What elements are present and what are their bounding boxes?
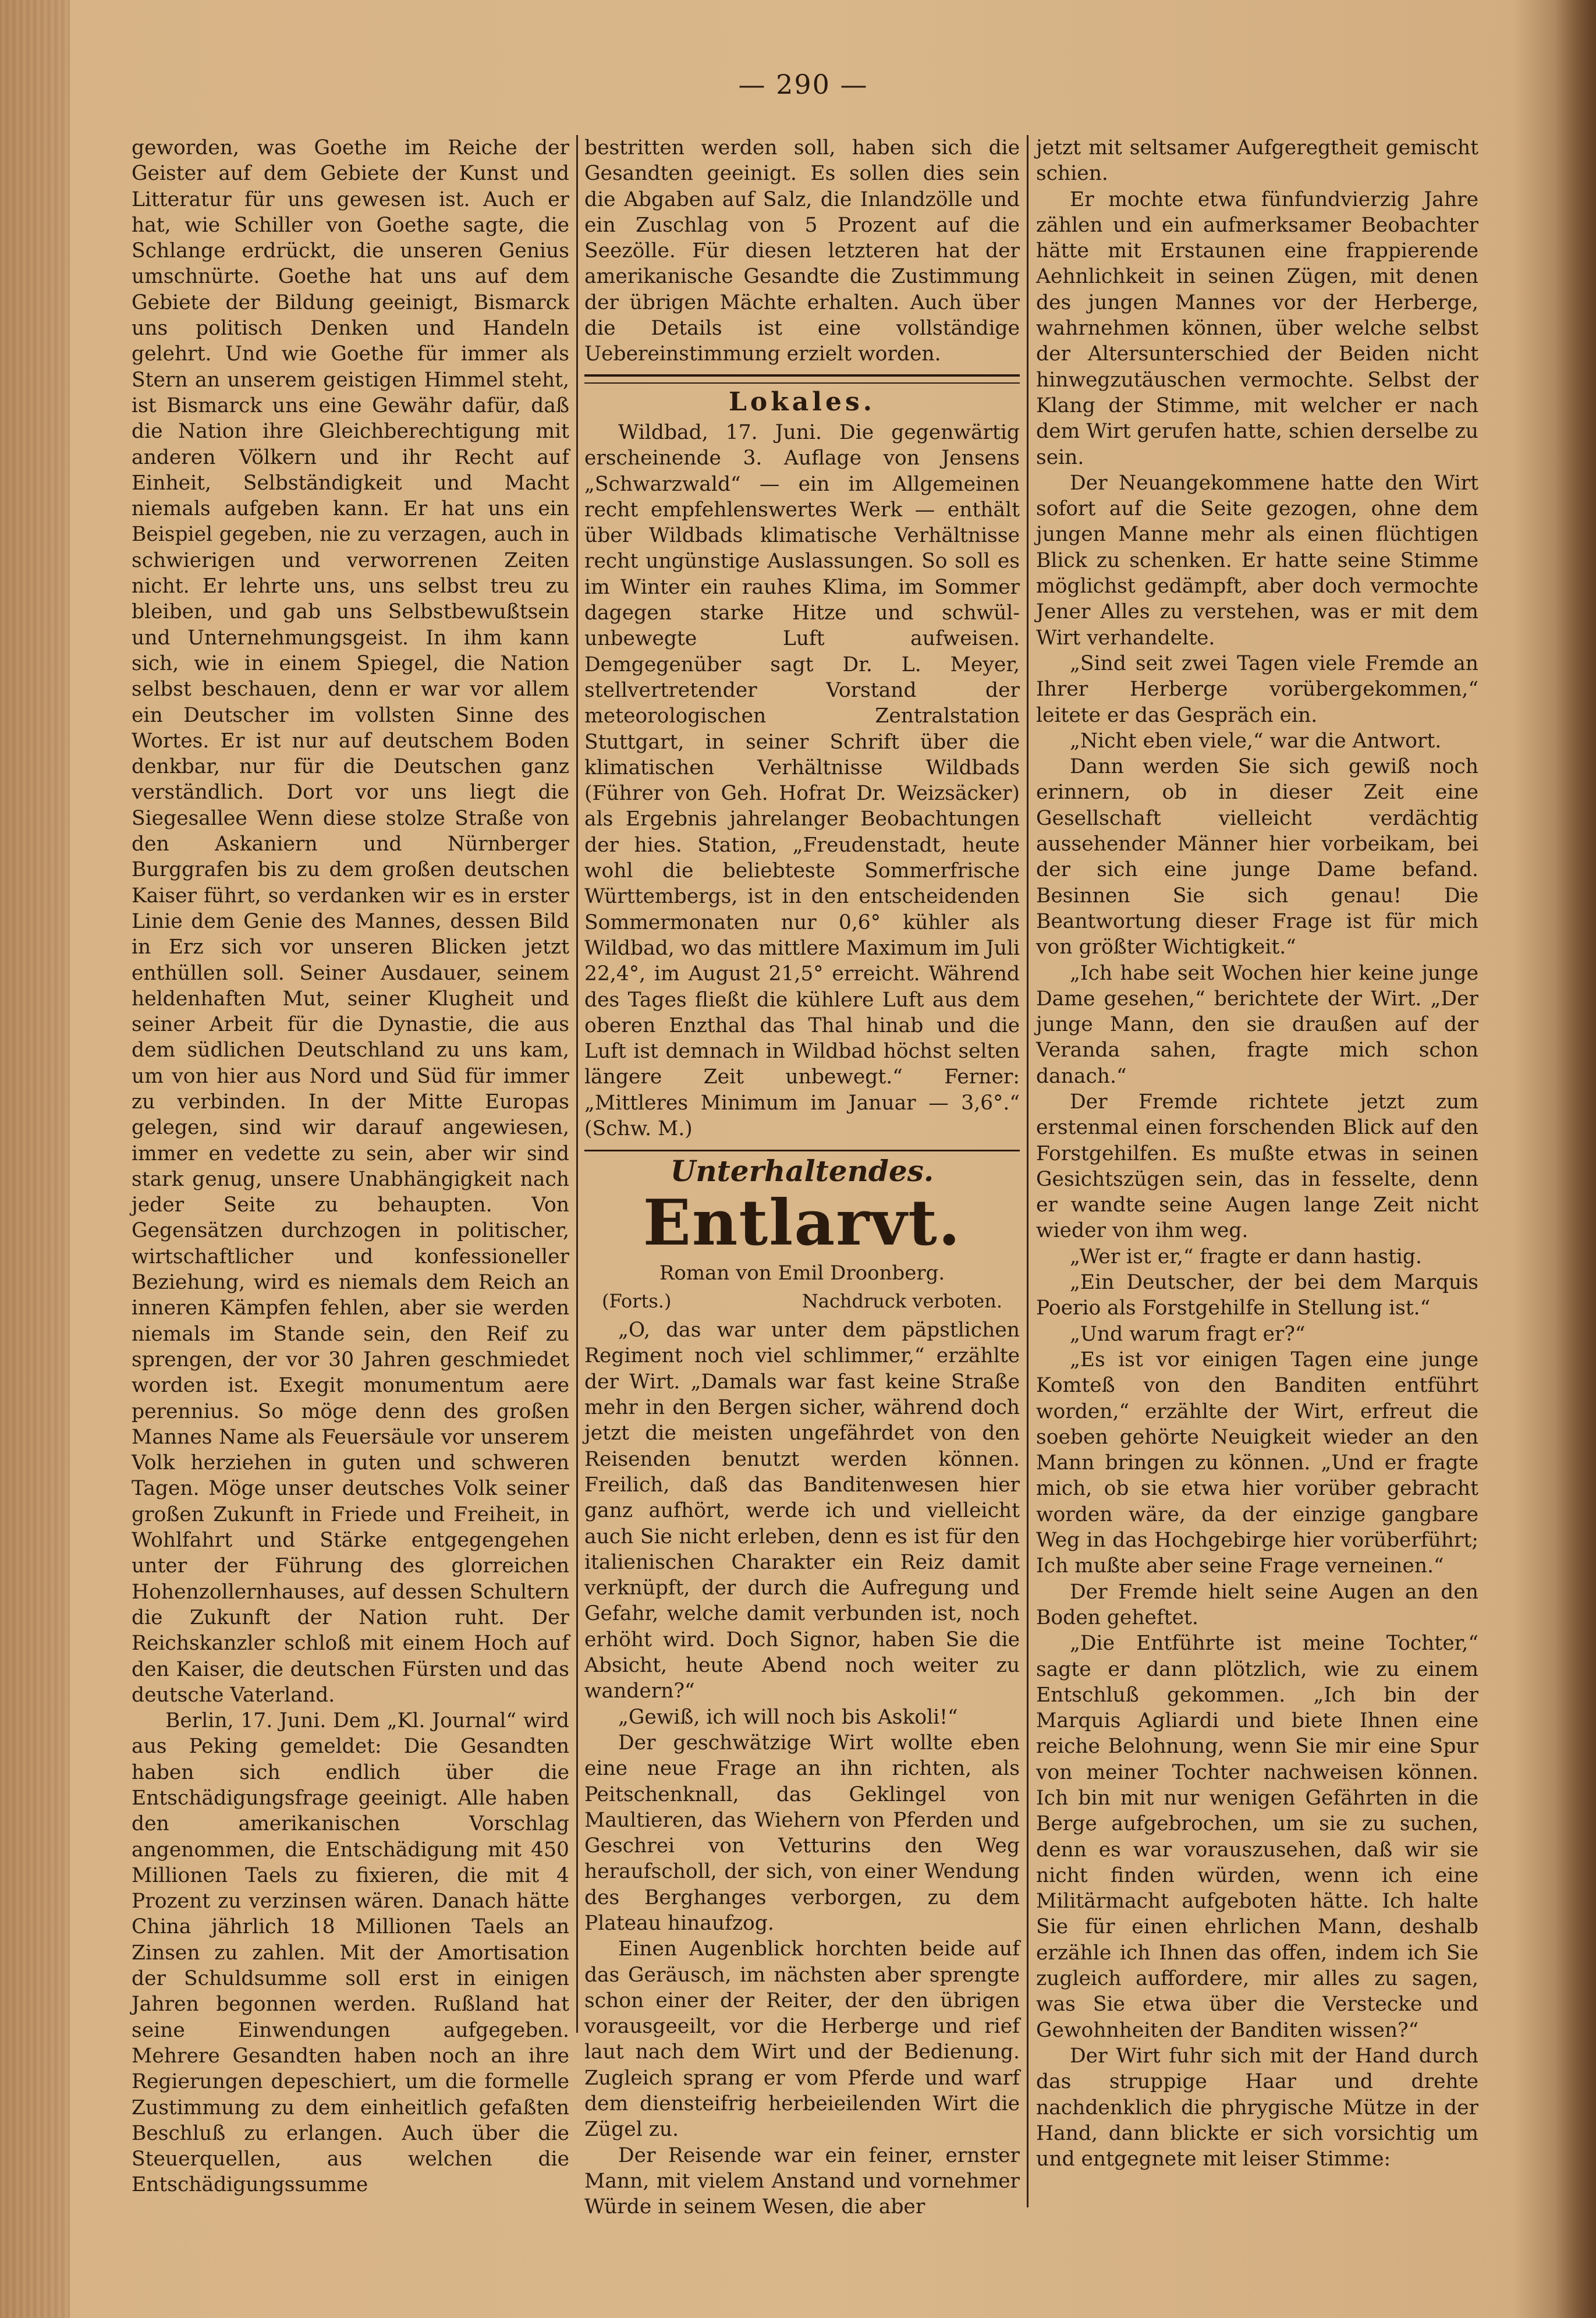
novel-paragraph: jetzt mit seltsamer Aufgeregtheit gemischt schien. [1036,136,1478,186]
article-berlin-continued: bestritten werden soll, haben sich die Gesandten geeinigt. Es sollen dies sein die Abgaben auf Salz, die Inlandzölle und ein Zuschlag von 5 Prozent auf die Seezölle. Für diesen letzteren hat der amerikanische Gesandte die Zustimmung der übrigen Mächte erhalten. Auch über die Details ist eine vollständige Uebereinstimmung erzielt worden. [584,136,1020,366]
section-divider-2 [584,1150,1020,1151]
novel-paragraph: „Sind seit zwei Tagen viele Fremde an Ihrer Herberge vorübergekommen,“ leitete er das Gespräch ein. [1036,651,1478,727]
column-rule-1 [576,135,578,2033]
section-divider [584,374,1020,384]
novel-paragraph: Der Reisende war ein feiner, ernster Mann, mit vielem Anstand und vornehmer Würde in seinem Wesen, die aber [584,2143,1020,2219]
novel-title: Entlarvt. [643,1186,962,1260]
novel-paragraph: Der geschwätzige Wirt wollte eben eine neue Frage an ihn richten, als Peitschenknall, das Geklingel von Maultieren, das Wiehern von Pferden und Geschrei von Vetturins den Weg heraufscholl, der sich, von einer Wendung des Berghanges verborgen, zu dem Plateau hinaufzog. [584,1731,1020,1935]
novel-paragraph: Der Neuangekommene hatte den Wirt sofort auf die Seite gezogen, ohne dem jungen Manne mehr als einen flüchtigen Blick zu schenken. Er hatte seine Stimme möglichst gedämpft, aber doch vermochte Jener Alles zu verstehen, was er mit dem Wirt verhandelte. [1036,471,1478,650]
section-heading-lokales: Lokales. [728,387,876,417]
novel-meta [602,1288,1002,1314]
column-1 [132,135,569,2198]
column-2 [584,135,1020,2220]
page-number: — 290 — [738,69,868,100]
article-bismarck-speech: geworden, was Goethe im Reiche der Geister auf dem Gebiete der Kunst und Litteratur für uns gewesen ist. Auch er hat, wie Schiller von Goethe sagte, die Schlange erdrückt, die unseren Genius umschnürte. Goethe hat uns auf dem Gebiete der Bildung geeinigt, Bismarck uns politisch Denken und Handeln gelehrt. Und wie Goethe für immer als Stern an unserem geistigen Himmel steht, ist Bismarck uns eine Gewähr dafür, daß die Nation ihre Gleichberechtigung mit anderen Völkern und ihr Recht auf Einheit, Selbständigkeit und Macht niemals aufgeben kann. Er hat uns ein Beispiel gegeben, nie zu verzagen, auch in schwierigen und verworrenen Zeiten nicht. Er lehrte uns, uns selbst treu zu bleiben, und gab uns Selbstbewußtsein und Unternehmungsgeist. In ihm kann sich, wie in einem Spiegel, die Nation selbst beschauen, denn er war vor allem ein Deutscher im vollsten Sinne des Wortes. Er ist nur auf deutschem Boden denkbar, nur für die Deutschen ganz verständlich. Dort vor uns liegt die Siegesallee Wenn diese stolze Straße von den Askaniern und Nürnberger Burggrafen bis zu dem großen deutschen Kaiser führt, so verdanken wir es in erster Linie dem Genie des Mannes, dessen Bild in Erz sich vor unseren Blicken jetzt enthüllen soll. Seiner Ausdauer, seinem heldenhaften Mut, seiner Klugheit und seiner Arbeit für die Dynastie, die aus dem südlichen Deutschland zu uns kam, um von hier aus Nord und Süd für immer zu verbinden. In der Mitte Europas gelegen, sind wir darauf angewiesen, immer en vedette zu sein, aber wir sind stark genug, unsere Unabhängigkeit nach jeder Seite zu behaupten. Von Gegensätzen durchzogen in politischer, wirtschaftlicher und konfessioneller Beziehung, wird es niemals dem Reich an inneren Kämpfen fehlen, aber sie werden niemals im Stande sein, den Reif zu sprengen, der vor 30 Jahren geschmiedet worden ist. Exegit monumentum aere perennius. So möge denn des großen Mannes Name als Feuersäule vor unserem Volk herziehen in guten und schweren Tagen. Möge unser deutsches Volk seiner großen Zukunft in Friede und Freiheit, in Wohlfahrt und Stärke entgegengehen unter der Führung des glorreichen Hohenzollernhauses, auf dessen Schultern die Zukunft der Nation ruht. Der Reichskanzler schloß mit einem Hoch auf den Kaiser, die deutschen Fürsten und das deutsche Vaterland. [132,136,569,1707]
column-rule-2 [1027,135,1028,2207]
column-3 [1036,135,1478,2172]
novel-continuation: (Forts.) [602,1289,672,1312]
novel-paragraph: Der Wirt fuhr sich mit der Hand durch das struppige Haar und drehte nachdenklich die phrygische Mütze in der Hand, dann blickte er sich vorsichtig um und entgegnete mit leiser Stimme: [1036,2044,1478,2171]
novel-paragraph: „Es ist vor einigen Tagen eine junge Komteß von den Banditen entführt worden,“ erzählte der Wirt, erfreut die soeben gehörte Neuigkeit wieder an den Mann bringen zu können. „Und er fragte mich, ob sie etwa hier vorüber gebracht worden wäre, da der einzige gangbare Weg in das Hochgebirge hier vorüberführt; Ich mußte aber seine Frage verneinen.“ [1036,1348,1478,1578]
novel-paragraph: „Wer ist er,“ fragte er dann hastig. [1070,1245,1422,1268]
novel-paragraph: „O, das war unter dem päpstlichen Regiment noch viel schlimmer,“ erzählte der Wirt. „Damals war fast keine Straße mehr in den Bergen sicher, während doch jetzt die meisten ungefährdet von den Reisenden benutzt werden können. Freilich, daß das Banditenwesen hier ganz aufhört, werde ich und vielleicht auch Sie nicht erleben, denn es ist für den italienischen Charakter ein Reiz damit verknüpft, der durch die Aufregung und Gefahr, welche damit verbunden ist, noch erhöht wird. Doch Signor, haben Sie die Absicht, heute Abend noch weiter zu wandern?“ [584,1319,1020,1703]
novel-paragraph: Dann werden Sie sich gewiß noch erinnern, ob in dieser Zeit eine Gesellschaft vielleicht verdächtig aussehender Männer hier vorbeikam, bei der sich eine junge Dame befand. Besinnen Sie sich genau! Die Beantwortung dieser Frage ist für mich von größter Wichtigkeit.“ [1036,755,1478,959]
page-binding [0,0,70,2318]
section-heading-unterhaltendes: Unterhaltendes. [670,1154,934,1189]
article-berlin-peking: Berlin, 17. Juni. Dem „Kl. Journal“ wird aus Peking gemeldet: Die Gesandten haben sich endlich über die Entschädigungsfrage geeinigt. Alle haben den amerikanischen Vorschlag angenommen, die Entschädigung mit 450 Millionen Taels zu fixieren, die mit 4 Prozent zu verzinsen wären. Danach hätte China jährlich 18 Millionen Taels an Zinsen zu zahlen. Mit der Amortisation der Schuldsumme soll erst in einigen Jahren begonnen werden. Rußland hat seine Einwendungen aufgegeben. Mehrere Gesandten haben noch an ihre Regierungen depeschiert, um die formelle Zustimmung zu dem einheitlich gefaßten Beschluß zu erlangen. Auch über die Steuerquellen, aus welchen die Entschädigungssumme [132,1709,569,2197]
novel-paragraph: „Ein Deutscher, der bei dem Marquis Poerio als Forstgehilfe in Stellung ist.“ [1036,1271,1478,1320]
novel-byline: Roman von Emil Droonberg. [659,1261,945,1285]
novel-paragraph: „Ich habe seit Wochen hier keine junge Dame gesehen,“ berichtete der Wirt. „Der junge Mann, den sie draußen auf der Veranda sahen, fragte mich schon danach.“ [1036,961,1478,1088]
reprint-notice: Nachdruck verboten. [801,1289,1002,1312]
novel-paragraph: „Die Entführte ist meine Tochter,“ sagte er dann plötzlich, wie zu einem Entschluß gekommen. „Ich bin der Marquis Agliardi und biete Ihnen eine reiche Belohnung, wenn Sie mir eine Spur von meiner Tochter nachweisen können. Ich bin mit nur wenigen Gefährten in die Berge aufgebrochen, um sie zu suchen, denn es war vorauszusehen, daß wir sie nicht finden würden, wenn ich eine Militärmacht aufgeboten hätte. Ich halte Sie für einen ehrlichen Mann, deshalb erzähle ich Ihnen das offen, indem ich Sie zugleich auffordere, mir alles zu sagen, was Sie etwa über die Verstecke und Gewohnheiten der Banditen wissen?“ [1036,1632,1478,2042]
novel-paragraph: „Und warum fragt er?“ [1070,1322,1306,1346]
page-edge-shadow [1555,0,1596,2318]
novel-paragraph: Einen Augenblick horchten beide auf das Geräusch, im nächsten aber sprengte schon einer der Reiter, der den übrigen vorausgeeilt, vor die Herberge und rief laut nach dem Wirt und der Bedienung. Zugleich sprang er vom Pferde und warf dem diensteifrig herbeieilenden Wirt die Zügel zu. [584,1937,1020,2142]
novel-paragraph: Der Fremde hielt seine Augen an den Boden geheftet. [1036,1580,1478,1629]
novel-paragraph: Der Fremde richtete jetzt zum erstenmal einen forschenden Blick auf den Forstgehilfen. Es mußte etwas in seinen Gesichtszügen sein, das in fesselte, denn er wandte seine Augen lange Zeit nicht wieder von ihm weg. [1036,1090,1478,1243]
novel-paragraph: „Gewiß, ich will noch bis Askoli!“ [618,1705,958,1729]
article-wildbad: Wildbad, 17. Juni. Die gegenwärtig erscheinende 3. Auflage von Jensens „Schwarzwald“ — ein im Allgemeinen recht empfehlenswertes Werk — enthält über Wildbads klimatische Verhältnisse recht ungünstige Auslassungen. So soll es im Winter ein rauhes Klima, im Sommer dagegen starke Hitze und schwül-unbewegte Luft aufweisen. Demgegenüber sagt Dr. L. Meyer, stellvertretender Vorstand der meteorologischen Zentralstation Stuttgart, in seiner Schrift über die klimatischen Verhältnisse Wildbads (Führer von Geh. Hofrat Dr. Weizsäcker) als Ergebnis jahrelanger Beobachtungen der hies. Station, „Freudenstadt, heute wohl die beliebteste Sommerfrische Württembergs, ist in den entscheidenden Sommermonaten nur 0,6° kühler als Wildbad, wo das mittlere Maximum im Juli 22,4°, im August 21,5° erreicht. Während des Tages fließt die kühlere Luft aus dem oberen Enzthal das Thal hinab und die Luft ist demnach in Wildbad höchst selten längere Zeit unbewegt.“ Ferner: „Mittleres Minimum im Januar — 3,6°.“ (Schw. M.) [584,420,1020,1140]
novel-paragraph: Er mochte etwa fünfundvierzig Jahre zählen und ein aufmerksamer Beobachter hätte mit Erstaunen eine frappierende Aehnlichkeit in seinen Zügen, mit denen des jungen Mannes vor der Herberge, wahrnehmen können, über welche selbst der Altersunterschied der Beiden nicht hinwegzutäuschen vermochte. Selbst der Klang der Stimme, mit welcher er nach dem Wirt gerufen hatte, schien derselbe zu sein. [1036,187,1478,469]
novel-paragraph: „Nicht eben viele,“ war die Antwort. [1070,729,1442,753]
